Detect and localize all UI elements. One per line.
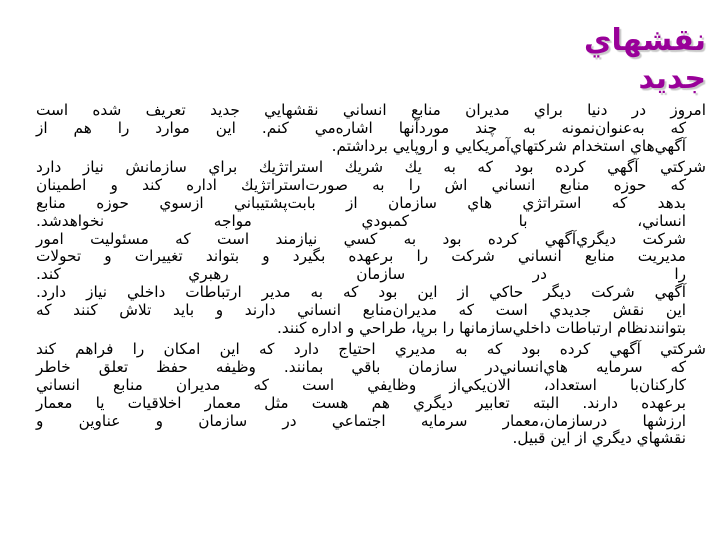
paragraph-line: شركتي آگهي كرده بود كه به مديري احتياج دارد كه اين امكان را فراهم كند [36, 340, 706, 359]
slide-title-line-2: جديد [638, 61, 706, 96]
body-paragraph-2 [36, 159, 706, 337]
paragraph-line: كه حوزه منابع انساني اش را به صورت‌استراتژيك اداره كند و اطمينان [36, 176, 686, 195]
paragraph-line: امروز در دنيا براي مديران منابع انساني نقشهايي جديد تعريف شده است [36, 101, 706, 119]
paragraph-line: انساني، با كمبودي مواجه نخواهدشد. [36, 211, 686, 230]
paragraph-line: آگهي‌هاي استخدام شركتهاي‌آمريكايي و اروپايي برداشتم. [331, 136, 686, 155]
body-paragraph-1 [36, 102, 706, 155]
paragraph-line: بدهد كه استراتژي هاي سازمان از بابت‌پشتيباني از‌سوي حوزه منابع [36, 193, 686, 212]
paragraph-line: كه سرمايه هاي‌انساني‌در سازمان باقي بمانند. وظيفه حفظ تعلق خاطر [36, 358, 686, 377]
paragraph-line: را در سازمان رهبري كند. [36, 265, 686, 284]
paragraph-line: اين نقش جديدي است كه مديران‌منابع انساني دارند و بايد تلاش كنند كه [36, 300, 686, 319]
paragraph-line: آگهي شركت ديگر حاكي از اين بود كه به مدير ارتباطات داخلي نياز دارد. [36, 282, 686, 301]
paragraph-line: كاركنان‌با استعداد، الان‌يكي‌از وظايفي است كه مديران منابع انساني [36, 375, 686, 394]
paragraph-line: شركت ديگري‌آگهي كرده بود به كسي نيازمند است كه مسئوليت امور [36, 229, 686, 248]
paragraph-line: برعهده دارند. البته تعابير ديگري هم هست مثل معمار اخلاقيات يا معمار [36, 393, 686, 412]
paragraph-line: بتوانند‌نظام ارتباطات داخلي‌سازمانها را برپا، طراحي و اداره كنند. [277, 318, 686, 337]
paragraph-line: كه به‌عنوان‌نمونه به چند مورد‌آنها اشاره‌مي كنم. اين موارد را هم از [36, 118, 686, 137]
paragraph-line: ارزشها در‌سازمان،‌معمار سرمايه اجتماعي در سازمان و عناوين و [36, 411, 686, 430]
paragraph-line: نقشهاي ديگري از اين قبيل. [512, 429, 686, 448]
body-paragraph-3 [36, 341, 706, 448]
slide-body [36, 102, 706, 452]
paragraph-line: شركتي آگهي كرده بود كه به يك شريك استراتژيك براي سازمانش نياز دارد [36, 158, 706, 177]
slide-title [406, 22, 706, 98]
paragraph-line: مديريت منابع انساني شركت را برعهده بگيرد و بتواند تغييرات و تحولات [36, 247, 686, 266]
slide-title-line-1: نقشهاي [584, 23, 706, 58]
